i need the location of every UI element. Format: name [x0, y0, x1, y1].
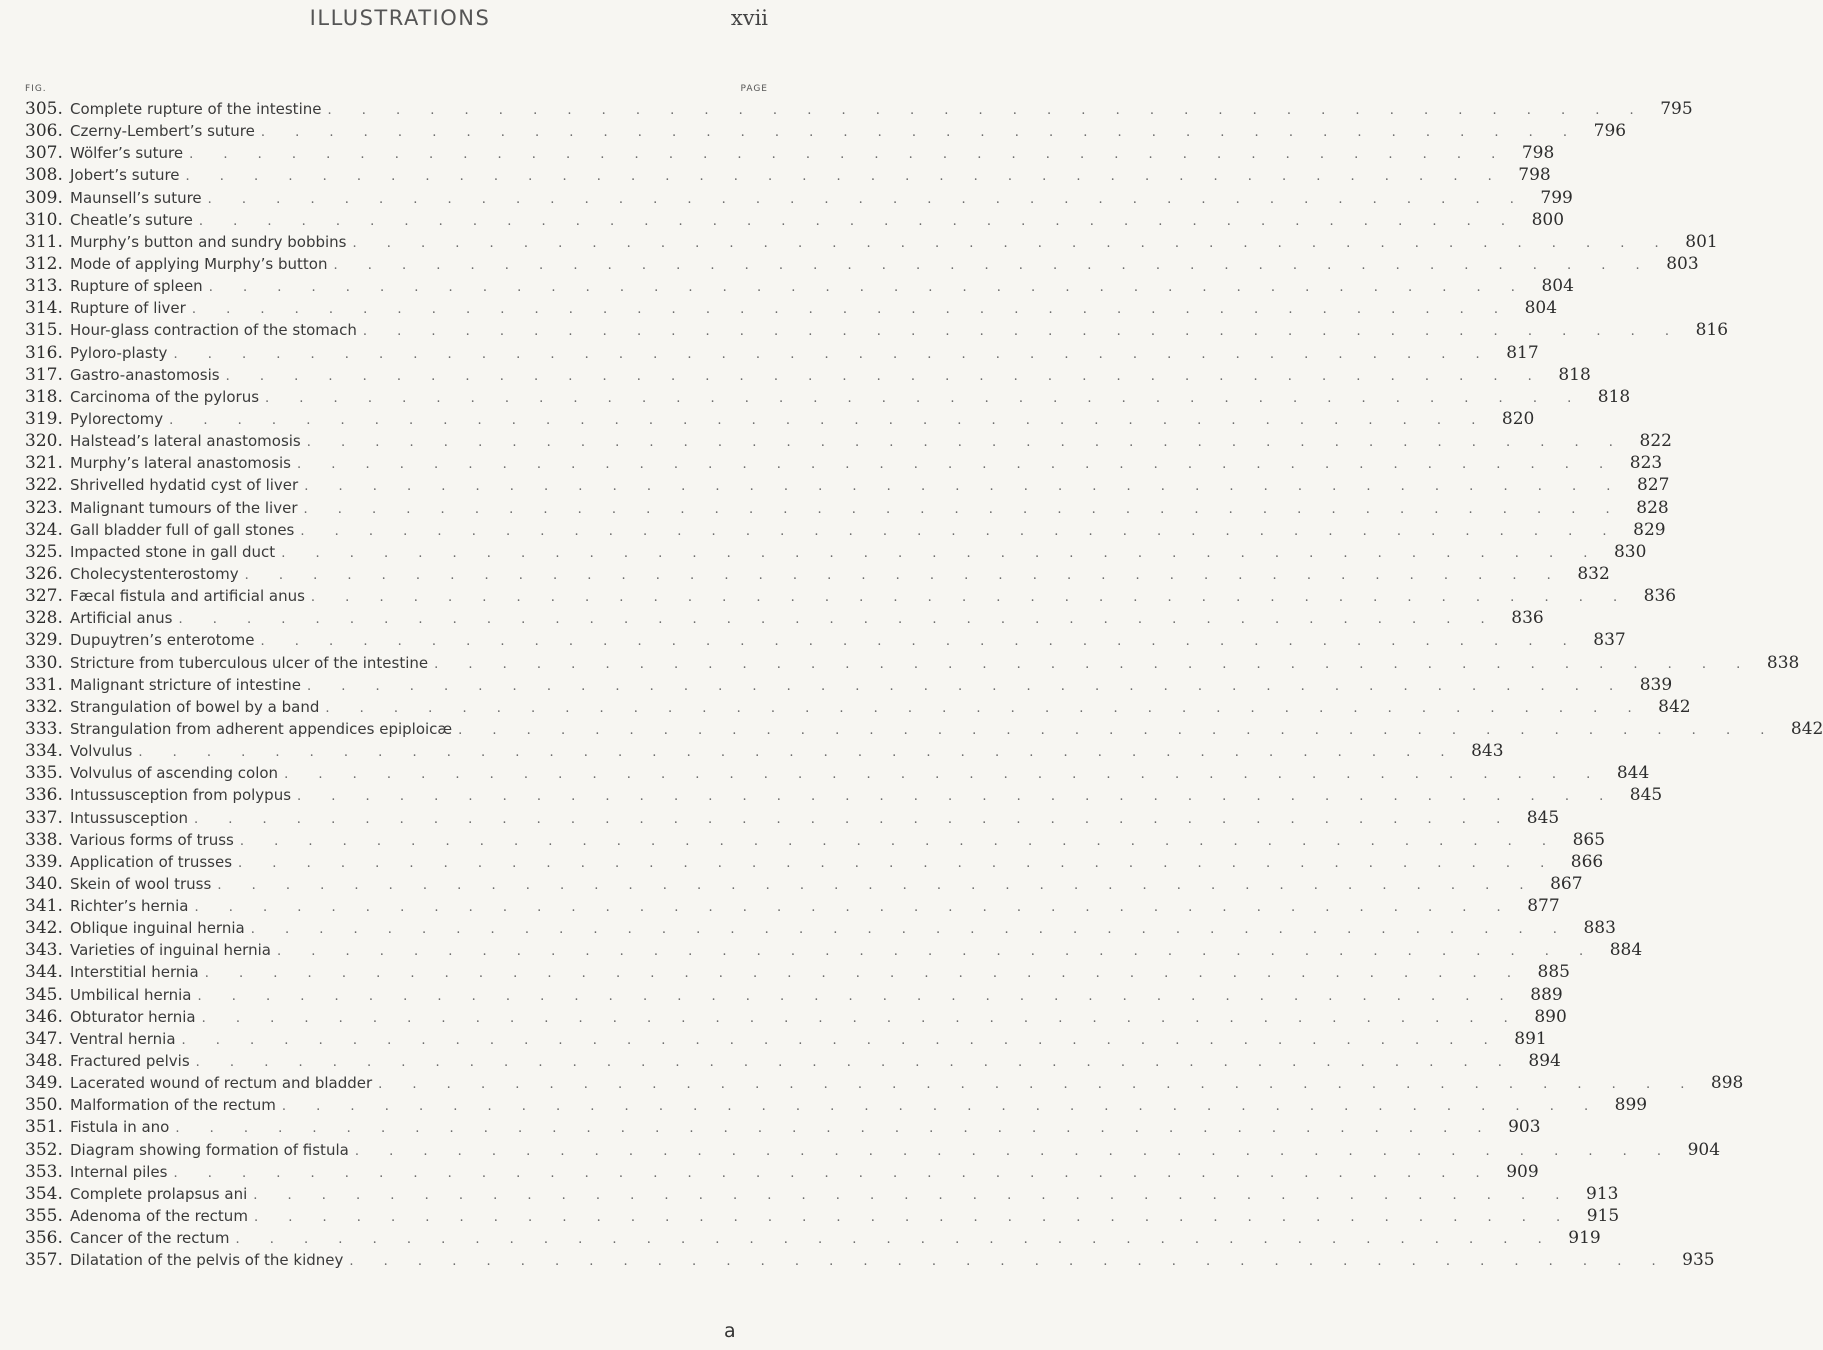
- page-number: 830: [1613, 541, 1647, 562]
- figure-number: 325.: [25, 541, 63, 562]
- dot-leader: . . . . . . . . . . . . . . . . . . . . . . . . . . . . . . . . . . . . . . .: [325, 700, 1645, 716]
- dot-leader: . . . . . . . . . . . . . . . . . . . . . . . . . . . . . . . . . . . . . . .: [276, 944, 1597, 960]
- dot-leader: . . . . . . . . . . . . . . . . . . . . . . . . . . . . . . . . . . . . . . .: [204, 966, 1524, 982]
- dot-leader: . . . . . . . . . . . . . . . . . . . . . . . . . . . . . . . . . . . . . . .: [185, 169, 1505, 185]
- dot-leader: . . . . . . . . . . . . . . . . . . . . . . . . . . . . . . . . . . . . . . .: [284, 767, 1604, 783]
- figure-title: Ventral hernia: [70, 1029, 176, 1048]
- figure-title: Malignant stricture of intestine: [70, 675, 301, 694]
- figure-number: 329.: [25, 630, 63, 651]
- list-item: [25, 408, 1535, 430]
- dot-leader: . . . . . . . . . . . . . . . . . . . . . . . . . . . . . . . . . . . . . . .: [178, 612, 1498, 628]
- list-item: [25, 917, 1616, 939]
- page-number: 867: [1550, 873, 1583, 894]
- list-item: [25, 120, 1627, 142]
- figure-title: Lacerated wound of rectum and bladder: [70, 1074, 373, 1093]
- dot-leader: . . . . . . . . . . . . . . . . . . . . . . . . . . . . . . . . . . . . . . .: [306, 435, 1626, 451]
- figure-number: 309.: [25, 187, 63, 208]
- figure-title: Czerny-Lembert’s suture: [70, 122, 255, 141]
- page-number: 803: [1666, 253, 1699, 274]
- figure-number: 315.: [25, 320, 63, 341]
- dot-leader: . . . . . . . . . . . . . . . . . . . . . . . . . . . . . . . . . . . . . . .: [281, 1099, 1602, 1115]
- dot-leader: . . . . . . . . . . . . . . . . . . . . . . . . . . . . . . . . . . . . . . .: [194, 900, 1514, 916]
- page-number: 903: [1508, 1117, 1541, 1138]
- list-item: [25, 961, 1570, 983]
- figure-number: 313.: [25, 276, 63, 297]
- figure-number: 340.: [25, 873, 63, 894]
- list-item: [25, 740, 1504, 762]
- page-number: 894: [1528, 1051, 1561, 1072]
- running-title: ILLUSTRATIONS: [309, 6, 491, 30]
- dot-leader: . . . . . . . . . . . . . . . . . . . . . . . . . . . . . . . . . . . . . . .: [253, 1187, 1573, 1203]
- list-item: [25, 851, 1604, 873]
- figure-number: 317.: [25, 364, 63, 385]
- figure-number: 356.: [25, 1228, 63, 1249]
- list-item: [25, 98, 1693, 120]
- figure-number: 342.: [25, 918, 63, 939]
- list-item: [25, 873, 1583, 895]
- figure-title: Rupture of spleen: [70, 277, 203, 296]
- figure-number: 324.: [25, 519, 63, 540]
- figure-title: Artificial anus: [70, 609, 173, 628]
- figure-number: 345.: [25, 984, 63, 1005]
- page-number: 843: [1471, 741, 1504, 762]
- figure-title: Intussusception: [70, 808, 189, 827]
- dot-leader: . . . . . . . . . . . . . . . . . . . . . . . . . . . . . . . . . . . . . . .: [194, 811, 1514, 827]
- figure-title: Application of trusses: [70, 852, 233, 871]
- fig-column-heading: FIG.: [25, 84, 47, 94]
- page-number: 889: [1530, 984, 1563, 1005]
- page-number: 800: [1531, 209, 1565, 230]
- figure-title: Gastro-anastomosis: [70, 365, 220, 384]
- list-item: [25, 1050, 1561, 1072]
- figure-number: 311.: [25, 231, 63, 252]
- figure-number: 336.: [25, 785, 63, 806]
- page-number: 798: [1518, 165, 1551, 186]
- page-number: 839: [1639, 674, 1673, 695]
- page-number: 801: [1685, 231, 1718, 252]
- figure-title: Obturator hernia: [70, 1007, 196, 1026]
- figure-title: Murphy’s button and sundry bobbins: [70, 232, 347, 251]
- list-item: [25, 497, 1669, 519]
- figure-title: Intussusception from polypus: [70, 786, 292, 805]
- list-item: [25, 319, 1729, 341]
- figure-number: 341.: [25, 896, 63, 917]
- list-item: [25, 1116, 1541, 1138]
- dot-leader: . . . . . . . . . . . . . . . . . . . . . . . . . . . . . . . . . . . . . . .: [310, 590, 1631, 606]
- page-number: 919: [1568, 1228, 1601, 1249]
- dot-leader: . . . . . . . . . . . . . . . . . . . . . . . . . . . . . . . . . . . . . . .: [244, 567, 1564, 583]
- list-item: [25, 430, 1672, 452]
- figure-number: 318.: [25, 386, 63, 407]
- list-item: [25, 164, 1551, 186]
- list-item: [25, 1139, 1721, 1161]
- figure-title: Stricture from tuberculous ulcer of the intestine: [70, 653, 429, 672]
- list-item: [25, 1028, 1547, 1050]
- dot-leader: . . . . . . . . . . . . . . . . . . . . . . . . . . . . . . . . . . . . . . .: [304, 479, 1624, 495]
- page-number: 935: [1682, 1250, 1715, 1271]
- list-item: [25, 1249, 1715, 1271]
- figure-title: Jobert’s suture: [70, 166, 180, 185]
- dot-leader: . . . . . . . . . . . . . . . . . . . . . . . . . . . . . . . . . . . . . . .: [217, 877, 1537, 893]
- page-number: 828: [1636, 497, 1669, 518]
- page-number: 898: [1710, 1073, 1744, 1094]
- list-item: [25, 1183, 1619, 1205]
- figure-number: 330.: [25, 652, 63, 673]
- figure-title: Hour-glass contraction of the stomach: [70, 321, 357, 340]
- figure-number: 334.: [25, 741, 63, 762]
- figure-number: 321.: [25, 453, 63, 474]
- dot-leader: . . . . . . . . . . . . . . . . . . . . . . . . . . . . . . . . . . . . . . .: [349, 1254, 1669, 1270]
- list-item: [25, 895, 1560, 917]
- page-number: 890: [1534, 1006, 1567, 1027]
- figure-number: 349.: [25, 1073, 63, 1094]
- list-item: [25, 142, 1555, 164]
- figure-title: Mode of applying Murphy’s button: [70, 254, 328, 273]
- signature-mark: a: [724, 1320, 736, 1342]
- dot-leader: . . . . . . . . . . . . . . . . . . . . . . . . . . . . . . . . . . . . . . .: [169, 412, 1489, 428]
- figure-title: Malformation of the rectum: [70, 1096, 276, 1115]
- figure-title: Umbilical hernia: [70, 985, 192, 1004]
- dot-leader: . . . . . . . . . . . . . . . . . . . . . . . . . . . . . . . . . . . . . . .: [239, 833, 1560, 849]
- figure-title: Volvulus: [70, 742, 133, 761]
- figure-title: Oblique inguinal hernia: [70, 919, 245, 938]
- list-item: [25, 342, 1539, 364]
- figure-title: Dilatation of the pelvis of the kidney: [70, 1251, 344, 1270]
- list-item: [25, 629, 1626, 651]
- list-item: [25, 1006, 1567, 1028]
- list-item: [25, 1161, 1539, 1183]
- illustration-list: [25, 98, 1823, 1271]
- figure-title: Richter’s hernia: [70, 897, 189, 916]
- page-number: 818: [1558, 364, 1591, 385]
- dot-leader: . . . . . . . . . . . . . . . . . . . . . . . . . . . . . . . . . . . . . . .: [378, 1077, 1698, 1093]
- dot-leader: . . . . . . . . . . . . . . . . . . . . . . . . . . . . . . . . . . . . . . .: [225, 368, 1545, 384]
- figure-title: Pylorectomy: [70, 409, 164, 428]
- figure-number: 323.: [25, 497, 63, 518]
- list-item: [25, 607, 1544, 629]
- figure-number: 307.: [25, 143, 63, 164]
- list-item: [25, 187, 1573, 209]
- dot-leader: . . . . . . . . . . . . . . . . . . . . . . . . . . . . . . . . . . . . . . .: [238, 855, 1558, 871]
- figure-number: 314.: [25, 298, 63, 319]
- figure-title: Cancer of the rectum: [70, 1229, 230, 1248]
- page-number: 915: [1586, 1206, 1620, 1227]
- figure-title: Complete prolapsus ani: [70, 1184, 248, 1203]
- figure-number: 310.: [25, 209, 63, 230]
- dot-leader: . . . . . . . . . . . . . . . . . . . . . . . . . . . . . . . . . . . . . . .: [208, 280, 1528, 296]
- dot-leader: . . . . . . . . . . . . . . . . . . . . . . . . . . . . . . . . . . . . . . .: [207, 191, 1527, 207]
- figure-number: 316.: [25, 342, 63, 363]
- dot-leader: . . . . . . . . . . . . . . . . . . . . . . . . . . . . . . . . . . . . . . .: [297, 457, 1617, 473]
- figure-title: Strangulation of bowel by a band: [70, 697, 320, 716]
- figure-number: 328.: [25, 608, 63, 629]
- figure-number: 335.: [25, 763, 63, 784]
- figure-number: 353.: [25, 1161, 63, 1182]
- figure-title: Rupture of liver: [70, 299, 186, 318]
- list-item: [25, 541, 1647, 563]
- figure-number: 319.: [25, 408, 63, 429]
- list-item: [25, 209, 1565, 231]
- figure-title: Cheatle’s suture: [70, 210, 193, 229]
- list-item: [25, 1094, 1648, 1116]
- figure-number: 322.: [25, 475, 63, 496]
- figure-number: 338.: [25, 829, 63, 850]
- page-number: 836: [1511, 608, 1544, 629]
- figure-number: 312.: [25, 253, 63, 274]
- figure-title: Malignant tumours of the liver: [70, 498, 298, 517]
- figure-number: 308.: [25, 165, 63, 186]
- figure-number: 343.: [25, 940, 63, 961]
- dot-leader: . . . . . . . . . . . . . . . . . . . . . . . . . . . . . . . . . . . . . . .: [303, 501, 1623, 517]
- figure-number: 337.: [25, 807, 63, 828]
- dot-leader: . . . . . . . . . . . . . . . . . . . . . . . . . . . . . . . . . . . . . . .: [354, 1143, 1675, 1159]
- dot-leader: . . . . . . . . . . . . . . . . . . . . . . . . . . . . . . . . . . . . . . .: [260, 634, 1580, 650]
- dot-leader: . . . . . . . . . . . . . . . . . . . . . . . . . . . . . . . . . . . . . . .: [138, 745, 1458, 761]
- page-number: 796: [1593, 121, 1627, 142]
- list-item: [25, 253, 1699, 275]
- figure-number: 305.: [25, 99, 63, 119]
- dot-leader: . . . . . . . . . . . . . . . . . . . . . . . . . . . . . . . . . . . . . . .: [260, 125, 1581, 141]
- figure-title: Fæcal fistula and artificial anus: [70, 587, 305, 606]
- figure-title: Cholecystenterostomy: [70, 564, 239, 583]
- list-item: [25, 364, 1591, 386]
- figure-number: 320.: [25, 431, 63, 452]
- page-number: 899: [1614, 1095, 1648, 1116]
- page-number: 865: [1572, 829, 1606, 850]
- page-column-heading: PAGE: [740, 84, 768, 94]
- figure-number: 331.: [25, 674, 63, 695]
- figure-title: Dupuytren’s enterotome: [70, 631, 255, 650]
- dot-leader: . . . . . . . . . . . . . . . . . . . . . . . . . . . . . . . . . . . . . . .: [175, 1121, 1495, 1137]
- page-number: 832: [1577, 563, 1610, 584]
- dot-leader: . . . . . . . . . . . . . . . . . . . . . . . . . . . . . . . . . . . . . . .: [352, 235, 1672, 251]
- figure-number: 351.: [25, 1117, 63, 1138]
- dot-leader: . . . . . . . . . . . . . . . . . . . . . . . . . . . . . . . . . . . . . . .: [458, 722, 1778, 738]
- figure-title: Murphy’s lateral anastomosis: [70, 454, 291, 473]
- figure-title: Diagram showing formation of fistula: [70, 1140, 349, 1159]
- dot-leader: . . . . . . . . . . . . . . . . . . . . . . . . . . . . . . . . . . . . . . .: [181, 1032, 1501, 1048]
- list-item: [25, 563, 1610, 585]
- figure-number: 306.: [25, 121, 63, 142]
- figure-number: 344.: [25, 962, 63, 983]
- list-item: [25, 519, 1666, 541]
- page-number: 845: [1526, 807, 1560, 828]
- page-number: 795: [1660, 99, 1693, 119]
- page-number: 884: [1609, 940, 1643, 961]
- list-item: [25, 386, 1631, 408]
- figure-number: 347.: [25, 1028, 63, 1049]
- figure-title: Volvulus of ascending colon: [70, 764, 279, 783]
- page-number: 829: [1633, 519, 1666, 540]
- page-number: 836: [1643, 586, 1677, 607]
- page-number: 804: [1524, 298, 1558, 319]
- list-item: [25, 784, 1663, 806]
- dot-leader: . . . . . . . . . . . . . . . . . . . . . . . . . . . . . . . . . . . . . . .: [235, 1232, 1555, 1248]
- dot-leader: . . . . . . . . . . . . . . . . . . . . . . . . . . . . . . . . . . . . . . .: [191, 302, 1512, 318]
- page-number: 883: [1583, 918, 1616, 939]
- list-item: [25, 1227, 1601, 1249]
- page-number: 913: [1586, 1183, 1619, 1204]
- page-number: 909: [1506, 1161, 1539, 1182]
- dot-leader: . . . . . . . . . . . . . . . . . . . . . . . . . . . . . . . . . . . . . . .: [265, 390, 1585, 406]
- figure-number: 357.: [25, 1250, 63, 1271]
- list-item: [25, 652, 1800, 674]
- page-number: 818: [1597, 386, 1631, 407]
- list-item: [25, 1205, 1620, 1227]
- page-number: 837: [1593, 630, 1626, 651]
- figure-title: Interstitial hernia: [70, 963, 199, 982]
- page-number: 820: [1501, 408, 1535, 429]
- page-number: 816: [1695, 320, 1729, 341]
- page-number: 844: [1616, 763, 1650, 784]
- figure-title: Pyloro-plasty: [70, 343, 168, 362]
- figure-number: 354.: [25, 1183, 63, 1204]
- figure-number: 326.: [25, 563, 63, 584]
- dot-leader: . . . . . . . . . . . . . . . . . . . . . . . . . . . . . . . . . . . . . . .: [281, 545, 1601, 561]
- dot-leader: . . . . . . . . . . . . . . . . . . . . . . . . . . . . . . . . . . . . . . .: [253, 1210, 1574, 1226]
- list-item: [25, 674, 1673, 696]
- page-number: 842: [1790, 718, 1823, 739]
- list-item: [25, 275, 1574, 297]
- list-item: [25, 718, 1823, 740]
- figure-title: Adenoma of the rectum: [70, 1207, 248, 1226]
- dot-leader: . . . . . . . . . . . . . . . . . . . . . . . . . . . . . . . . . . . . . . .: [201, 1010, 1521, 1026]
- dot-leader: . . . . . . . . . . . . . . . . . . . . . . . . . . . . . . . . . . . . . . .: [195, 1055, 1515, 1071]
- dot-leader: . . . . . . . . . . . . . . . . . . . . . . . . . . . . . . . . . . . . . . .: [306, 678, 1627, 694]
- figure-title: Halstead’s lateral anastomosis: [70, 432, 301, 451]
- figure-number: 355.: [25, 1206, 63, 1227]
- dot-leader: . . . . . . . . . . . . . . . . . . . . . . . . . . . . . . . . . . . . . . .: [327, 103, 1647, 118]
- dot-leader: . . . . . . . . . . . . . . . . . . . . . . . . . . . . . . . . . . . . . . .: [362, 324, 1683, 340]
- list-item: [25, 829, 1606, 851]
- figure-number: 350.: [25, 1095, 63, 1116]
- figure-number: 348.: [25, 1051, 63, 1072]
- list-item: [25, 984, 1563, 1006]
- figure-title: Gall bladder full of gall stones: [70, 520, 295, 539]
- figure-number: 332.: [25, 696, 63, 717]
- dot-leader: . . . . . . . . . . . . . . . . . . . . . . . . . . . . . . . . . . . . . . .: [300, 523, 1620, 539]
- list-item: [25, 231, 1718, 253]
- figure-title: Skein of wool truss: [70, 874, 212, 893]
- page-number: 877: [1527, 896, 1560, 917]
- dot-leader: . . . . . . . . . . . . . . . . . . . . . . . . . . . . . . . . . . . . . . .: [434, 656, 1754, 672]
- list-item: [25, 585, 1677, 607]
- figure-title: Carcinoma of the pylorus: [70, 387, 260, 406]
- page-number: 822: [1639, 431, 1672, 452]
- page-number: 838: [1766, 652, 1800, 673]
- page-number: 827: [1636, 475, 1670, 496]
- figure-title: Various forms of truss: [70, 830, 234, 849]
- page-number: 823: [1629, 453, 1663, 474]
- list-item: [25, 939, 1643, 961]
- list-item: [25, 297, 1558, 319]
- dot-leader: . . . . . . . . . . . . . . . . . . . . . . . . . . . . . . . . . . . . . . .: [189, 147, 1509, 163]
- figure-title: Fractured pelvis: [70, 1052, 190, 1071]
- list-item: [25, 696, 1691, 718]
- dot-leader: . . . . . . . . . . . . . . . . . . . . . . . . . . . . . . . . . . . . . . .: [173, 1165, 1493, 1181]
- page-folio: xvii: [730, 6, 768, 30]
- dot-leader: . . . . . . . . . . . . . . . . . . . . . . . . . . . . . . . . . . . . . . .: [198, 213, 1519, 229]
- dot-leader: . . . . . . . . . . . . . . . . . . . . . . . . . . . . . . . . . . . . . . .: [297, 789, 1617, 805]
- figure-title: Wölfer’s suture: [70, 144, 184, 163]
- page-number: 804: [1541, 276, 1574, 297]
- page-number: 817: [1506, 342, 1539, 363]
- page-header: [0, 0, 800, 40]
- dot-leader: . . . . . . . . . . . . . . . . . . . . . . . . . . . . . . . . . . . . . . .: [173, 346, 1493, 362]
- list-item: [25, 807, 1560, 829]
- figure-title: Strangulation from adherent appendices epiploicæ: [70, 719, 453, 738]
- figure-title: Varieties of inguinal hernia: [70, 941, 271, 960]
- dot-leader: . . . . . . . . . . . . . . . . . . . . . . . . . . . . . . . . . . . . . . .: [333, 257, 1653, 273]
- figure-title: Maunsell’s suture: [70, 188, 202, 207]
- page-number: 866: [1570, 851, 1604, 872]
- figure-title: Complete rupture of the intestine: [70, 100, 322, 118]
- figure-title: Shrivelled hydatid cyst of liver: [70, 476, 299, 495]
- figure-title: Impacted stone in gall duct: [70, 542, 276, 561]
- figure-number: 339.: [25, 851, 63, 872]
- page-number: 845: [1629, 785, 1663, 806]
- page-number: 799: [1540, 187, 1573, 208]
- figure-number: 346.: [25, 1006, 63, 1027]
- list-item: [25, 474, 1670, 496]
- list-item: [25, 762, 1650, 784]
- page-number: 842: [1658, 696, 1691, 717]
- list-item: [25, 452, 1663, 474]
- figure-title: Fistula in ano: [70, 1118, 170, 1137]
- page-number: 904: [1687, 1139, 1721, 1160]
- page-number: 885: [1537, 962, 1570, 983]
- figure-number: 333.: [25, 718, 63, 739]
- dot-leader: . . . . . . . . . . . . . . . . . . . . . . . . . . . . . . . . . . . . . . .: [197, 988, 1517, 1004]
- figure-title: Internal piles: [70, 1162, 168, 1181]
- dot-leader: . . . . . . . . . . . . . . . . . . . . . . . . . . . . . . . . . . . . . . .: [250, 922, 1570, 938]
- figure-number: 352.: [25, 1139, 63, 1160]
- list-item: [25, 1072, 1744, 1094]
- page-number: 891: [1514, 1028, 1547, 1049]
- page-number: 798: [1521, 143, 1555, 164]
- figure-number: 327.: [25, 586, 63, 607]
